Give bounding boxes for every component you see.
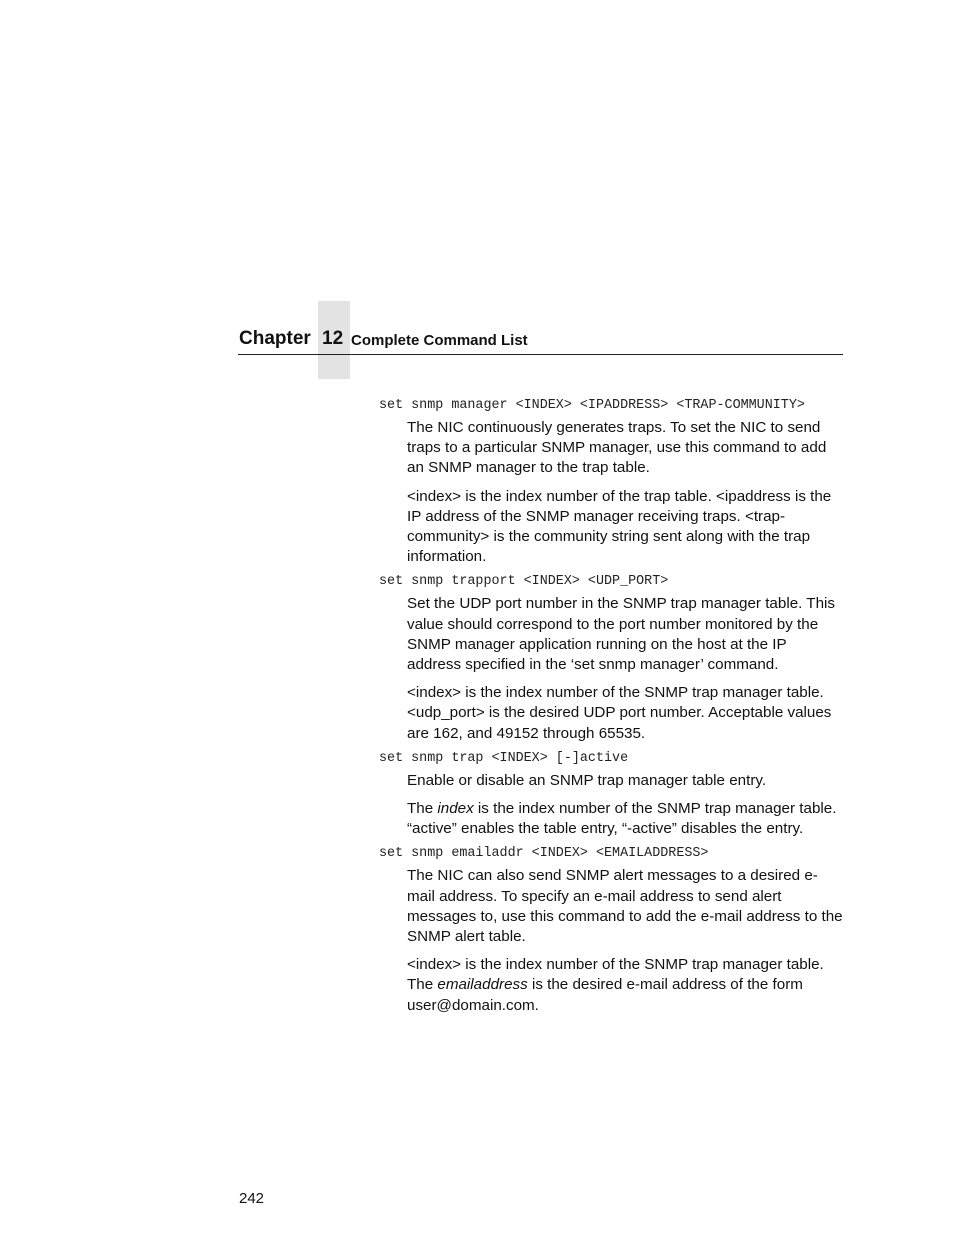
command-parameters (407, 799, 844, 839)
chapter-label: Chapter (239, 328, 311, 349)
command-syntax: set snmp emailaddr <INDEX> <EMAILADDRESS> (379, 846, 709, 862)
header-rule (238, 354, 843, 355)
command-parameters: <index> is the index number of the SNMP trap manager table. <udp_port> is the desired UDP port number. Acceptable values are 162, and 49152 through 65535. (407, 684, 832, 742)
command-entry-trapport (379, 572, 844, 743)
parameter-name-emphasis: index (437, 800, 474, 818)
parameters-text-post: is the index number of the SNMP trap manager table. “active” enables the table entry, “-active” disables the entry. (407, 800, 837, 838)
command-parameters (407, 955, 844, 1016)
chapter-number: 12 (322, 328, 344, 349)
command-entry-manager (379, 396, 844, 567)
command-description: The NIC can also send SNMP alert messages to a desired e-mail address. To specify an e-mail address to send alert messages to, use this command to add the e-mail address to the SNMP alert table. (407, 867, 843, 946)
parameters-text-pre: The (407, 800, 438, 818)
command-list (379, 396, 844, 1021)
parameters-text-post: is the desired e-mail address of the form user@domain.com. (407, 976, 803, 1014)
command-entry-emailaddr (379, 844, 844, 1015)
command-parameters: <index> is the index number of the trap table. <ipaddress is the IP address of the SNMP manager receiving traps. <trap-community> is the community string sent along with the trap information. (407, 487, 832, 566)
command-description: The NIC continuously generates traps. To set the NIC to send traps to a particular SNMP manager, use this command to add an SNMP manager to the trap table. (407, 419, 827, 477)
command-syntax: set snmp trap <INDEX> [-]active (379, 750, 629, 766)
parameters-text-pre: <index> is the index number of the SNMP trap manager table. The (407, 956, 824, 994)
parameter-name-emphasis: emailaddress (437, 976, 528, 994)
command-entry-trap (379, 749, 844, 840)
chapter-title: Complete Command List (351, 332, 528, 349)
page-number: 242 (239, 1190, 265, 1207)
command-description: Enable or disable an SNMP trap manager table entry. (407, 771, 767, 789)
command-syntax: set snmp trapport <INDEX> <UDP_PORT> (379, 574, 669, 590)
command-description: Set the UDP port number in the SNMP trap manager table. This value should correspond to the port number monitored by the SNMP manager application running on the host at the IP address specified in the ‘set snmp manager’ command. (407, 595, 836, 674)
command-syntax: set snmp manager <INDEX> <IPADDRESS> <TRAP-COMMUNITY> (379, 398, 805, 413)
